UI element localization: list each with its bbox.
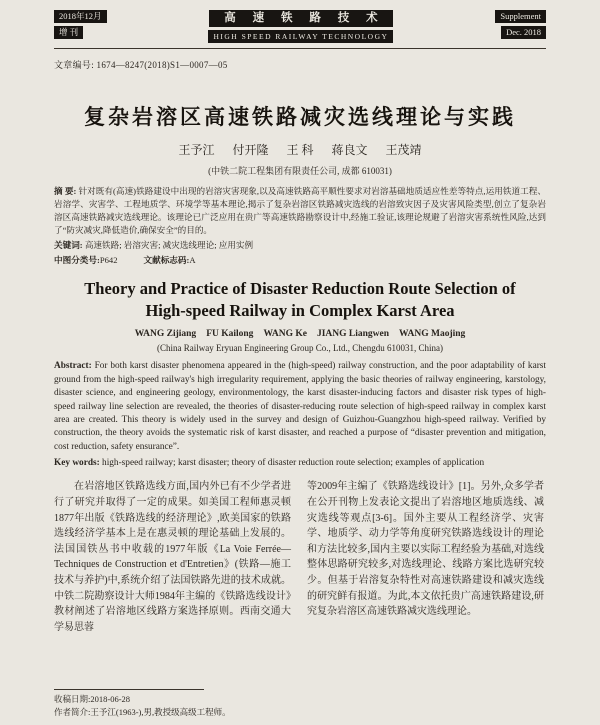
classification-line bbox=[54, 254, 546, 266]
author-name: 付开隆 bbox=[232, 143, 269, 157]
author-name: 王 科 bbox=[286, 143, 314, 157]
author-name-en: JIANG Liangwen bbox=[316, 329, 390, 340]
received-date: 收稿日期:2018-06-28 bbox=[54, 694, 131, 705]
doc-code-value: A bbox=[189, 254, 196, 265]
body-column-left bbox=[54, 479, 291, 635]
author-name-en: WANG Ke bbox=[263, 329, 307, 340]
affiliation-en: (China Railway Eryuan Engineering Group Co., Ltd., Chengdu 610031, China) bbox=[157, 343, 443, 354]
journal-title-cn: 高 速 铁 路 技 术 bbox=[209, 10, 392, 27]
keywords-cn-label: 关键词: bbox=[54, 239, 83, 250]
masthead-left bbox=[54, 10, 107, 43]
abstract-cn-text: 针对既有(高速)铁路建设中出现的岩溶灾害现象,以及高速铁路高平顺性要求对岩溶基础地质适应性差等特点,运用铁道工程、岩溶学、灾害学、工程地质学、环境学等基本理论,揭示了复杂岩溶区铁路减灾选线的岩溶致灾因子及灾害风险类型,创立了复杂岩溶区高速铁路减灾选线理论。该理论已广泛应用在贵广等高速铁路勘察设计中,经施工验证,该理论规避了岩溶灾害系统性风险,达到了“防灾减灾,降低造价,确保安全”的目的。 bbox=[54, 186, 546, 235]
issue-supplement-en: Supplement bbox=[495, 10, 546, 23]
body-column-right bbox=[307, 479, 544, 635]
abstract-en bbox=[54, 360, 546, 454]
clc-label: 中图分类号: bbox=[54, 254, 100, 265]
author-name-en: FU Kailong bbox=[206, 329, 254, 340]
footnote-divider bbox=[54, 689, 204, 690]
keywords-en-text: high-speed railway; karst disaster; theory of disaster reduction route selection; examples of application bbox=[102, 458, 485, 469]
issue-date-cn: 2018年12月 bbox=[54, 10, 107, 23]
issue-date-en: Dec. 2018 bbox=[501, 26, 546, 39]
doc-code-label: 文献标志码: bbox=[143, 254, 190, 265]
author-name: 蒋良文 bbox=[331, 143, 368, 157]
abstract-en-label: Abstract: bbox=[54, 361, 92, 372]
body-paragraph: 等2009年主编了《铁路选线设计》[1]。另外,众多学者在公开刊物上发表论文提出了岩溶地区地质选线、减灾选线等观点[3-6]。国外主要从工程经济学、灾害学、地质学、动力学等角度研究铁路选线设计的理论和方法比较多,国内主要以实际工程经验为基础,对选线整体思路研究较多,对选线理论、线路方案比选研究较少。但基于岩溶复杂特性对高速铁路建设和减灾选线的研究鲜有报道。为此,本文依托贵广高速铁路建设,研究复杂岩溶区高速铁路减灾选线理论。 bbox=[307, 481, 544, 618]
authors-en bbox=[54, 329, 546, 339]
author-bio: 作者简介:王予江(1963-),男,教授级高级工程师。 bbox=[54, 706, 231, 717]
journal-masthead bbox=[54, 10, 546, 43]
authors-cn bbox=[54, 141, 546, 158]
body-paragraph: 在岩溶地区铁路选线方面,国内外已有不少学者进行了研究并取得了一定的成果。如美国工程师惠灵顿1877年出版《铁路选线的经济理论》,欧美国家的铁路选线经济学基本上是在惠灵顿的理论基础上发展的。法国国铁丛书中收载的1977年版《La Voie Ferrée—Techniques de Construction et d'Entretien》(铁路—施工技术与养护)中,系统介绍了法国铁路先进的技术成就。中铁二院勘察设计大师1984年主编的《铁路选线设计》教材阐述了岩溶地区线路方案选择原则。西南交通大学易思蓉 bbox=[54, 481, 291, 633]
author-name-en: WANG Zijiang bbox=[134, 329, 197, 340]
masthead-divider bbox=[54, 48, 546, 49]
article-title-en-line2: High-speed Railway in Complex Karst Area bbox=[145, 300, 455, 320]
author-name: 王予江 bbox=[178, 143, 215, 157]
article-number: 文章编号: 1674—8247(2018)S1—0007—05 bbox=[54, 60, 228, 70]
keywords-en-label: Key words: bbox=[54, 458, 100, 469]
masthead-center bbox=[208, 10, 393, 43]
keywords-cn bbox=[54, 239, 546, 251]
affiliation-cn: (中铁二院工程集团有限责任公司, 成都 610031) bbox=[208, 166, 392, 176]
issue-supplement-cn: 增 刊 bbox=[54, 26, 83, 39]
abstract-en-text: For both karst disaster phenomena appeared in the (high-speed) railway construction, and the poor adaptability of karst ground from the high-speed railway's high irregularity requirement, applying the basic theories of railway engineering, karstology, disaster science, and engineering geology, environmentology, the karst disaster-inducing factors and disaster risk types of high-speed railway line selection are revealed, the theories of disaster-reducing route selection of high-speed railway in complex karst area are created. This theory is widely used in the survey and design of Guizhou-Guangzhou high-speed railway. Verified by construction, the theory avoids the systematic risk of karst disaster, and reached a purpose of “disaster prevention and mitigation, cost reduction, safety ensurance”. bbox=[54, 361, 546, 452]
article-title-en-line1: Theory and Practice of Disaster Reduction Route Selection of bbox=[84, 278, 516, 298]
journal-title-en: HIGH SPEED RAILWAY TECHNOLOGY bbox=[208, 30, 393, 43]
clc-value: P642 bbox=[99, 254, 118, 265]
footnote-block bbox=[54, 689, 546, 718]
author-name: 王茂靖 bbox=[385, 143, 422, 157]
abstract-cn-label: 摘 要: bbox=[54, 186, 77, 196]
author-name-en: WANG Maojing bbox=[399, 329, 466, 340]
keywords-cn-text: 高速铁路; 岩溶灾害; 减灾选线理论; 应用实例 bbox=[84, 239, 254, 250]
abstract-cn bbox=[54, 185, 546, 237]
keywords-en bbox=[54, 458, 546, 468]
masthead-right bbox=[495, 10, 546, 43]
article-title-en bbox=[54, 278, 546, 323]
article-title-cn: 复杂岩溶区高速铁路减灾选线理论与实践 bbox=[84, 105, 516, 129]
body-text bbox=[54, 479, 546, 635]
